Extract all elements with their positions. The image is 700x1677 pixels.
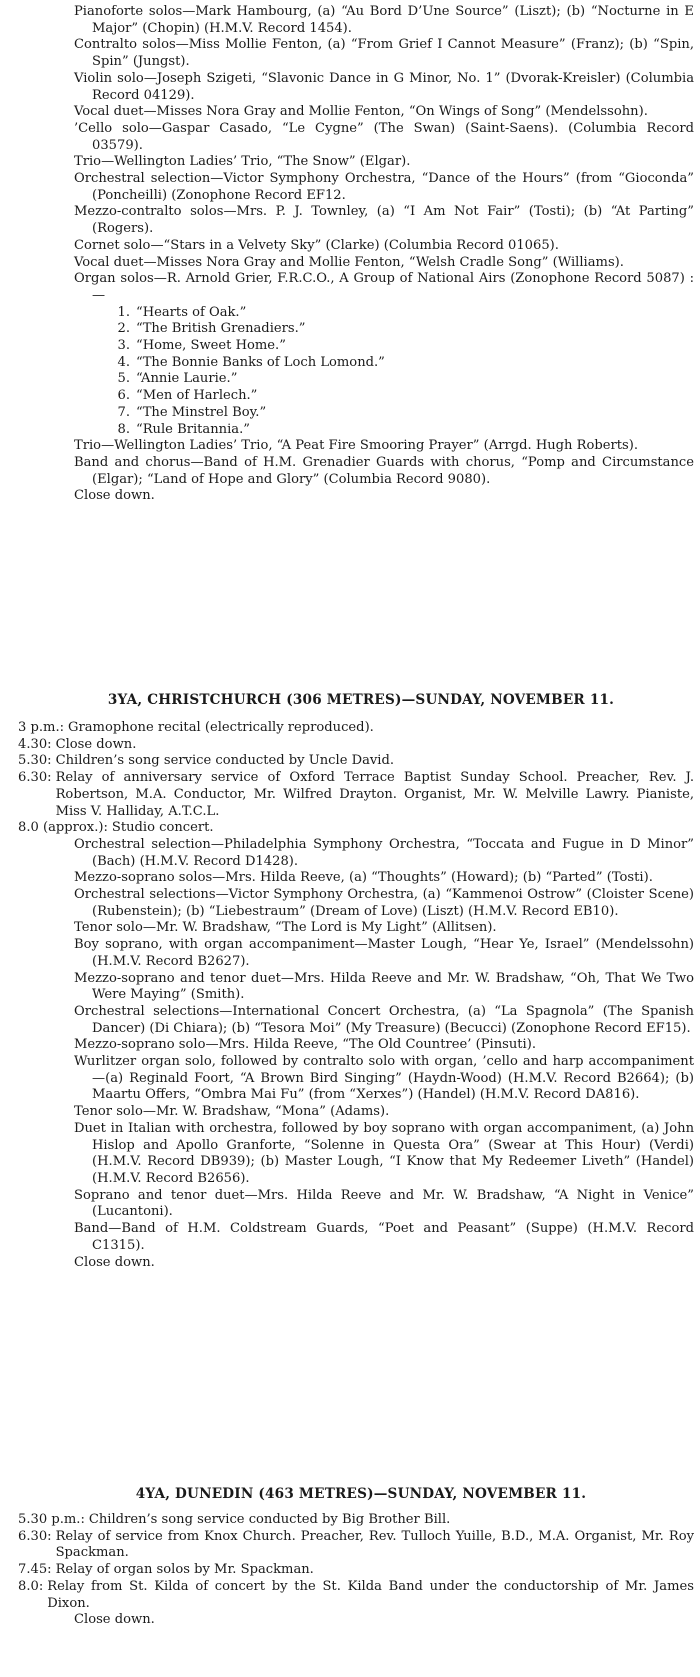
national-airs-list [104,305,694,439]
programme-item: Trio—Wellington Ladies’ Trio, “A Peat Fire Smooring Prayer” (Arrgd. Hugh Roberts). [74,438,639,454]
close-down: Close down. [74,488,155,504]
programme-item: Contralto solos—Miss Mollie Fenton, (a) “From Grief I Cannot Measure” (Franz); (b) “Spin, Spin” (Jungst). [74,37,694,70]
timed-item: 3 p.m.: Gramophone recital (electrically reproduced). [18,720,374,735]
list-item: 7. “The Minstrel Boy.” [117,404,267,420]
timed-item: 8.0 (approx.): Studio concert. [18,820,214,836]
timed-item: 8.0: Relay from St. Kilda of concert by the St. Kilda Band under the conductorship of Mr. James Dixon. [18,1578,694,1611]
timed-item: 4.30: Close down. [18,736,137,752]
programme-item: Boy soprano, with organ accompaniment—Master Lough, “Hear Ye, Israel” (Mendelssohn) (H.M.V. Record B2627). [74,937,694,969]
programme-item: Vocal duet—Misses Nora Gray and Mollie Fenton, “On Wings of Song” (Mendelssohn). [74,104,648,120]
studio-concert-items [74,837,694,1271]
programme-item: ’Cello solo—Gaspar Casado, “Le Cygne” (The Swan) (Saint-Saens). (Columbia Record 03579). [74,120,694,153]
close-down: Close down. [74,1612,155,1628]
list-item: 8. “Rule Britannia.” [117,421,250,437]
dunedin-programme [18,1512,694,1629]
close-down: Close down. [74,1254,155,1270]
section-heading-christchurch: 3YA, CHRISTCHURCH (306 METRES)—SUNDAY, NOVEMBER 11. [107,692,615,708]
christchurch-programme [18,720,694,1271]
programme-continuation [74,4,694,505]
programme-item: Band and chorus—Band of H.M. Grenadier Guards with chorus, “Pomp and Circumstance (Elgar); “Land of Hope and Glory” (Columbia Record 9080). [74,454,694,487]
programme-item: Mezzo-soprano solo—Mrs. Hilda Reeve, “The Old Countree’ (Pinsuti). [74,1037,536,1053]
programme-item: Duet in Italian with orchestra, followed by boy soprano with organ accompaniment, (a) John Hislop and Apollo Granforte, “Solenne in Questa Ora” (Swear at This Hour) (Verdi) (H.M.V. Record DB939); (b) Master Lough, “I Know that My Redeemer Liveth” (Handel) (H.M.V. Record B2656). [74,1120,694,1186]
programme-item: Band—Band of H.M. Coldstream Guards, “Poet and Peasant” (Suppe) (H.M.V. Record C1315). [74,1221,694,1253]
timed-item: 6.30: Relay of service from Knox Church. Preacher, Rev. Tulloch Yuille, B.D., M.A. Organist, Mr. Roy Spackman. [18,1528,694,1561]
programme-item: Tenor solo—Mr. W. Bradshaw, “The Lord is My Light” (Allitsen). [74,920,497,936]
programme-item: Wurlitzer organ solo, followed by contralto solo with organ, ’cello and harp accompaniment—(a) Reginald Foort, “A Brown Bird Singing” (Haydn-Wood) (H.M.V. Record B2664); (b) Maartu Offers, “Ombra Mai Fu” (from “Xerxes”) (Handel) (H.M.V. Record DA816). [74,1054,694,1103]
programme-item: Mezzo-soprano solos—Mrs. Hilda Reeve, (a) “Thoughts” (Howard); (b) “Parted” (Tosti). [74,870,653,886]
list-item: 4. “The Bonnie Banks of Loch Lomond.” [117,354,385,370]
timed-item: 7.45: Relay of organ solos by Mr. Spackman. [18,1562,314,1578]
programme-item: Mezzo-contralto solos—Mrs. P. J. Townley, (a) “I Am Not Fair” (Tosti); (b) “At Parting” (Rogers). [74,204,694,237]
programme-item: Orchestral selection—Victor Symphony Orchestra, “Dance of the Hours” (from “Gioconda” (Poncheilli) (Zonophone Record EF12. [74,171,694,203]
timed-item: 6.30: Relay of anniversary service of Oxford Terrace Baptist Sunday School. Preacher, Rev. J. Robertson, M.A. Conductor, Mr. Wilfred Drayton. Organist, Mr. W. Melville Lawry. Pianiste, Miss V. Halliday, A.T.C.L. [18,770,694,819]
timed-item: 5.30: Children’s song service conducted by Uncle David. [18,753,395,769]
programme-item: Mezzo-soprano and tenor duet—Mrs. Hilda Reeve and Mr. W. Bradshaw, “Oh, That We Two Were Maying” (Smith). [74,970,694,1003]
programme-item: Pianoforte solos—Mark Hambourg, (a) “Au Bord D’Une Source” (Liszt); (b) “Nocturne in E Major” (Chopin) (H.M.V. Record 1454). [74,4,694,36]
programme-item: Tenor solo—Mr. W. Bradshaw, “Mona” (Adams). [74,1104,390,1120]
section-heading-dunedin: 4YA, DUNEDIN (463 METRES)—SUNDAY, NOVEMBER 11. [135,1486,587,1502]
list-item: 6. “Men of Harlech.” [117,388,258,404]
timed-item: 5.30 p.m.: Children’s song service conducted by Big Brother Bill. [18,1512,451,1527]
programme-item: Soprano and tenor duet—Mrs. Hilda Reeve and Mr. W. Bradshaw, “A Night in Venice” (Lucantoni). [74,1187,694,1220]
list-item: 3. “Home, Sweet Home.” [117,338,286,354]
programme-item: Orchestral selection—Philadelphia Symphony Orchestra, “Toccata and Fugue in D Minor” (Bach) (H.M.V. Record D1428). [74,836,694,869]
list-item: 5. “Annie Laurie.” [117,371,238,387]
list-item: 1. “Hearts of Oak.” [117,304,247,320]
list-item: 2. “The British Grenadiers.” [117,321,306,337]
programme-item: Organ solos—R. Arnold Grier, F.R.C.O., A Group of National Airs (Zonophone Record 5087) :— [74,271,694,303]
programme-item: Vocal duet—Misses Nora Gray and Mollie Fenton, “Welsh Cradle Song” (Williams). [74,254,624,270]
programme-item: Violin solo—Joseph Szigeti, “Slavonic Dance in G Minor, No. 1” (Dvorak-Kreisler) (Columbia Record 04129). [74,70,694,103]
programme-item: Trio—Wellington Ladies’ Trio, “The Snow” (Elgar). [74,154,411,170]
programme-item: Orchestral selections—International Concert Orchestra, (a) “La Spagnola” (The Spanish Dancer) (Di Chiara); (b) “Tesora Moi” (My Treasure) (Becucci) (Zonophone Record EF15). [74,1003,694,1036]
programme-item: Cornet solo—“Stars in a Velvety Sky” (Clarke) (Columbia Record 01065). [74,237,559,253]
programme-item: Orchestral selections—Victor Symphony Orchestra, (a) “Kammenoi Ostrow” (Cloister Scene) (Rubenstein); (b) “Liebestraum” (Dream of Love) (Liszt) (H.M.V. Record EB10). [74,887,694,919]
